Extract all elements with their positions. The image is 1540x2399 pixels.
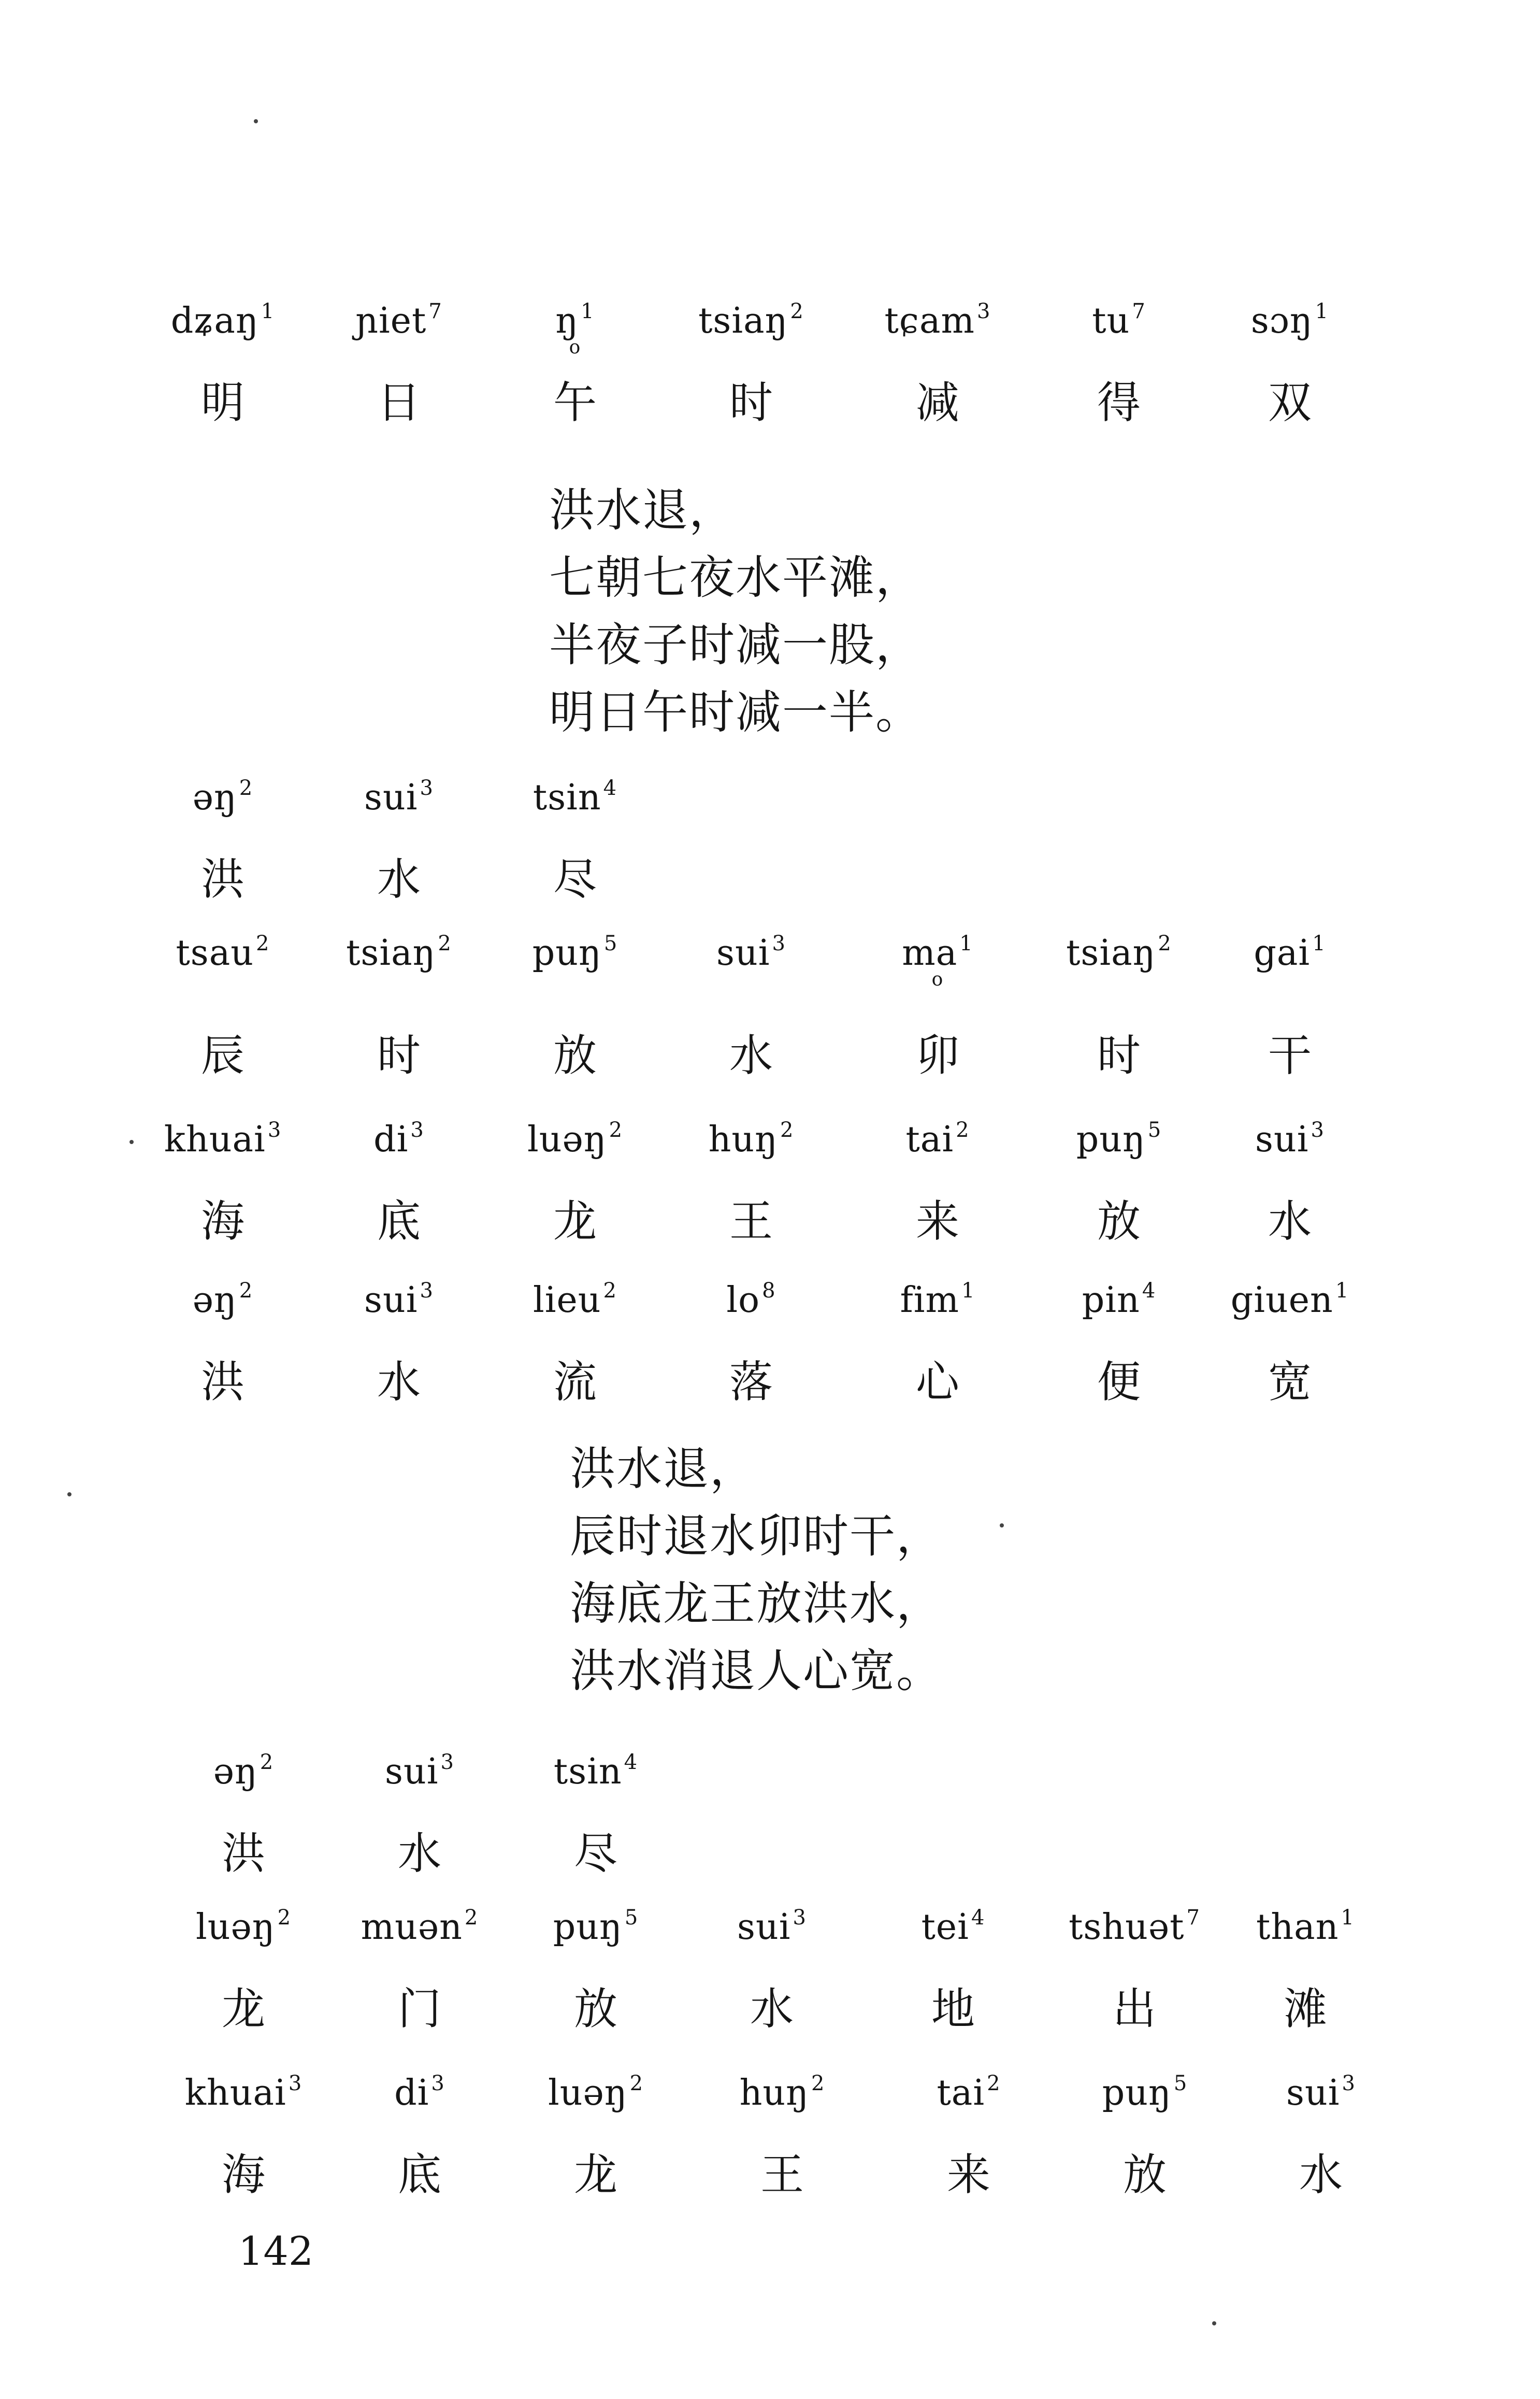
character: 洪: [200, 1356, 244, 1407]
page-number: 142: [238, 2228, 314, 2274]
character: 海: [200, 1196, 244, 1247]
syllable: tai $^2$: [905, 1118, 970, 1160]
verse-line: 七朝七夜水平滩，: [549, 551, 923, 604]
character: 来: [915, 1196, 959, 1247]
syllable: tsiaŋ $^2$: [1066, 932, 1172, 974]
character: 减: [915, 377, 959, 428]
character: 洪: [200, 854, 244, 905]
character: 王: [729, 1196, 773, 1247]
hanzi-row: [155, 1021, 1399, 1098]
ring-mark: o: [569, 337, 581, 358]
character: 辰: [200, 1030, 244, 1081]
syllable: sui $^3$: [364, 1279, 434, 1321]
character: 时: [1097, 1030, 1141, 1081]
verse-line: 明日午时减一半。: [549, 686, 923, 739]
interlinear-block-1: [155, 301, 1399, 446]
character: 出: [1112, 1983, 1156, 2034]
hanzi-row: [155, 1819, 1399, 1896]
syllable: əŋ $^2$: [213, 1750, 274, 1792]
character: 水: [729, 1030, 773, 1081]
character: 洪: [221, 1828, 265, 1879]
character: 水: [750, 1983, 794, 2034]
character: 来: [946, 2149, 990, 2200]
romanization-row: [155, 1119, 1399, 1187]
character: 地: [931, 1983, 975, 2034]
character: 宽: [1268, 1356, 1312, 1407]
syllable: huŋ $^2$: [708, 1118, 794, 1160]
print-speck: [1000, 1523, 1004, 1527]
character: 尽: [553, 854, 597, 905]
syllable: sɔŋ $^1$: [1250, 299, 1329, 341]
syllable: tsiaŋ $^2$: [698, 299, 804, 341]
syllable: khuai $^3$: [184, 2072, 303, 2114]
syllable: giuen $^1$: [1230, 1279, 1349, 1321]
character: 日: [377, 377, 421, 428]
syllable: luəŋ $^2$: [548, 2072, 644, 2114]
character: 龙: [553, 1196, 597, 1247]
syllable: puŋ $^5$: [1076, 1118, 1162, 1160]
syllable: tai $^2$: [937, 2072, 1001, 2114]
character: 王: [760, 2149, 804, 2200]
syllable: sui $^3$: [364, 776, 434, 818]
hanzi-row: [155, 1347, 1399, 1425]
character: 流: [553, 1356, 597, 1407]
syllable: fim $^1$: [900, 1279, 975, 1321]
syllable: ma $^1$ o: [850, 933, 1026, 989]
syllable: puŋ $^5$: [532, 932, 618, 974]
interlinear-block-3: [155, 933, 1399, 1098]
interlinear-block-4: [155, 1119, 1399, 1264]
character: 水: [377, 854, 421, 905]
character: 龙: [221, 1983, 265, 2034]
character: 底: [397, 2149, 441, 2200]
character: 明: [200, 377, 244, 428]
verse-2: [570, 1435, 943, 1705]
romanization-row: [155, 777, 1399, 845]
syllable: muən $^2$: [361, 1906, 479, 1948]
print-speck: [254, 119, 258, 123]
syllable: sui $^3$: [385, 1750, 454, 1792]
print-speck: [67, 1492, 71, 1496]
syllable: ɲiet $^7$: [355, 299, 442, 341]
print-speck: [129, 1140, 134, 1144]
character: 时: [729, 377, 773, 428]
syllable: khuai $^3$: [164, 1118, 282, 1160]
syllable: tsau $^2$: [176, 932, 270, 974]
syllable: tu $^7$: [1092, 299, 1146, 341]
character: 水: [377, 1356, 421, 1407]
hanzi-row: [155, 1974, 1399, 2052]
character: 便: [1097, 1356, 1141, 1407]
syllable: lieu $^2$: [533, 1279, 617, 1321]
verse-1: [549, 477, 922, 746]
verse-line: 洪水消退人心宽。: [570, 1644, 943, 1697]
verse-line: 辰时退水卯时干，: [570, 1509, 943, 1563]
character: 水: [397, 1828, 441, 1879]
syllable: gai $^1$: [1254, 932, 1326, 974]
syllable: huŋ $^2$: [739, 2072, 825, 2114]
syllable: pin $^4$: [1082, 1279, 1156, 1321]
character: 水: [1268, 1196, 1312, 1247]
character: 干: [1268, 1030, 1312, 1081]
syllable: puŋ $^5$: [1102, 2072, 1188, 2114]
syllable: dʑaŋ $^1$: [170, 299, 275, 341]
syllable: əŋ $^2$: [192, 1279, 253, 1321]
character: 时: [377, 1030, 421, 1081]
syllable: tɕam $^3$: [884, 299, 991, 341]
interlinear-block-8: [155, 2073, 1399, 2218]
verse-line: 半夜子时减一股，: [549, 618, 923, 672]
verse-line: 海底龙王放洪水，: [570, 1577, 943, 1630]
interlinear-block-5: [155, 1280, 1399, 1425]
character: 卯: [915, 1030, 959, 1081]
syllable: tshuət $^7$: [1069, 1906, 1200, 1948]
hanzi-row: [155, 1187, 1399, 1264]
interlinear-block-7: [155, 1907, 1399, 2052]
verse-line: 洪水退，: [549, 483, 736, 537]
romanization-row: [155, 1751, 1399, 1819]
character: 底: [377, 1196, 421, 1247]
character: 放: [1097, 1196, 1141, 1247]
character: 尽: [573, 1828, 617, 1879]
hanzi-row: [155, 2140, 1399, 2218]
syllable: di $^3$: [394, 2072, 445, 2114]
character: 放: [573, 1983, 617, 2034]
character: 落: [729, 1356, 773, 1407]
syllable: tei $^4$: [921, 1906, 985, 1948]
syllable: lo $^8$: [726, 1279, 776, 1321]
syllable: ŋ $^1$ o: [487, 301, 663, 357]
character: 滩: [1283, 1983, 1327, 2034]
syllable: tsin $^4$: [553, 1750, 638, 1792]
hanzi-row: [155, 368, 1399, 446]
syllable: sui $^3$: [716, 932, 786, 974]
character: 得: [1097, 377, 1141, 428]
character: 海: [221, 2149, 265, 2200]
character: 心: [915, 1356, 959, 1407]
syllable: tsin $^4$: [532, 776, 617, 818]
romanization-row: [155, 2073, 1399, 2140]
romanization-row: [155, 301, 1399, 368]
syllable: tsiaŋ $^2$: [346, 932, 452, 974]
romanization-row: [155, 933, 1399, 1021]
hanzi-row: [155, 845, 1399, 922]
syllable: luəŋ $^2$: [527, 1118, 623, 1160]
character: 放: [553, 1030, 597, 1081]
interlinear-block-2: [155, 777, 1399, 922]
verse-line: 洪水退，: [570, 1442, 757, 1495]
syllable: sui $^3$: [1255, 1118, 1325, 1160]
ring-mark: o: [931, 969, 944, 990]
syllable: əŋ $^2$: [192, 776, 253, 818]
print-speck: [1212, 2321, 1216, 2325]
character: 午: [553, 377, 597, 428]
character: 双: [1268, 377, 1312, 428]
romanization-row: [155, 1907, 1399, 1974]
syllable: than $^1$: [1256, 1906, 1355, 1948]
character: 水: [1299, 2149, 1343, 2200]
syllable: sui $^3$: [1286, 2072, 1356, 2114]
character: 门: [397, 1983, 441, 2034]
character: 放: [1122, 2149, 1167, 2200]
syllable: sui $^3$: [737, 1906, 807, 1948]
syllable: luəŋ $^2$: [195, 1906, 292, 1948]
character: 龙: [573, 2149, 617, 2200]
syllable: di $^3$: [373, 1118, 424, 1160]
interlinear-block-6: [155, 1751, 1399, 1896]
romanization-row: [155, 1280, 1399, 1347]
syllable: puŋ $^5$: [553, 1906, 639, 1948]
